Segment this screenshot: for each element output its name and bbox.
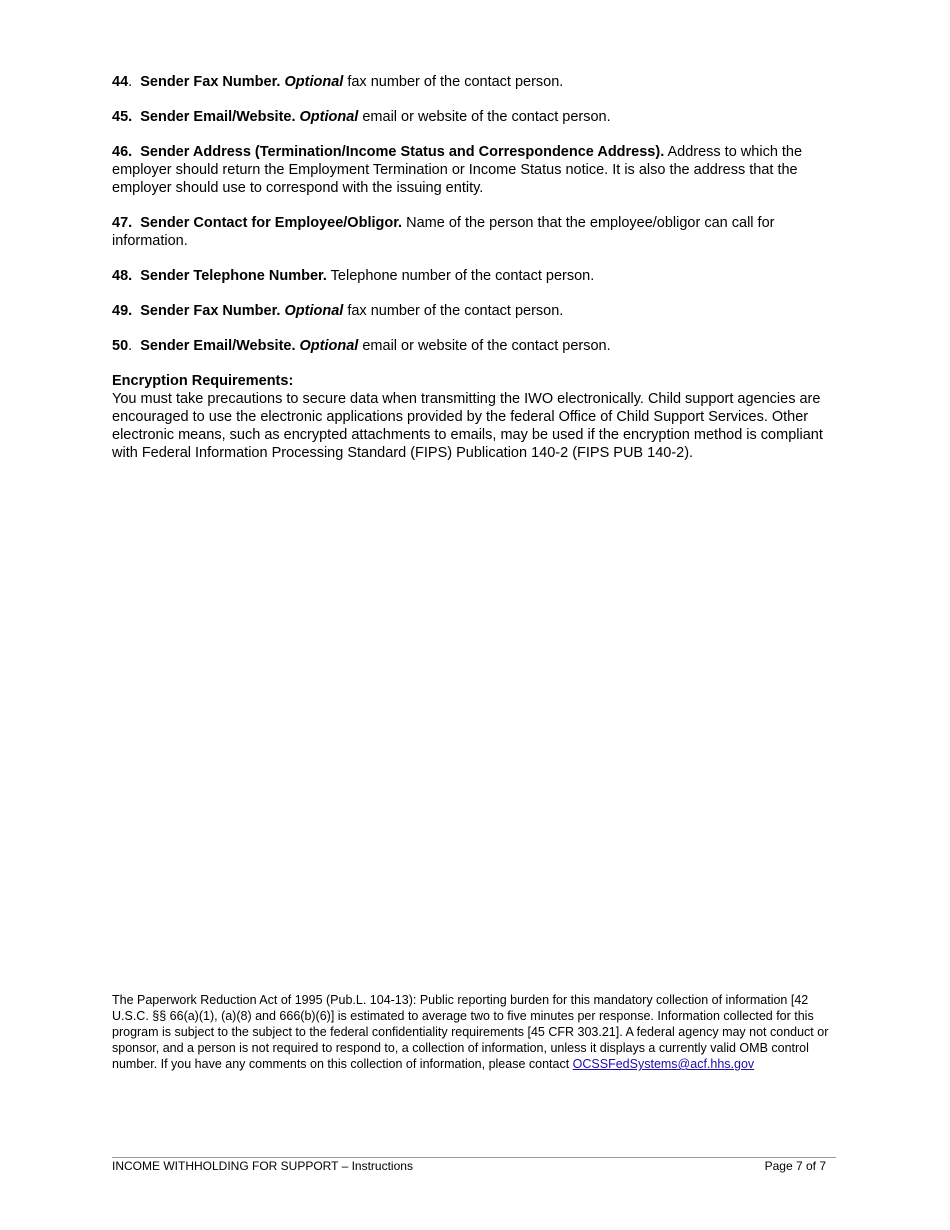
item-title: Sender Fax Number. (140, 74, 281, 90)
paperwork-reduction-notice (112, 992, 834, 1072)
item-50 (112, 337, 834, 355)
item-optional-label: Optional (284, 74, 344, 90)
item-optional-label: Optional (284, 303, 344, 319)
item-number: 46. (112, 144, 133, 160)
item-title: Sender Fax Number. (140, 303, 281, 319)
item-description: fax number of the contact person. (343, 74, 564, 90)
item-title: Sender Address (Termination/Income Status and Correspondence Address). (140, 144, 665, 160)
item-title: Sender Email/Website. (140, 338, 296, 354)
item-description: fax number of the contact person. (343, 303, 564, 319)
paperwork-text: The Paperwork Reduction Act of 1995 (Pub.L. 104-13): Public reporting burden for this mandatory collection of information [42 U.S.C. §§ 66(a)(1), (a)(8) and 666(b)(6)] is estimated to average two to five minutes per response. Information collected for this program is subject to the subject to the federal confidentiality requirements [45 CFR 303.21]. A federal agency may not conduct or sponsor, and a person is not required to respond to, a collection of information, unless it displays a currently valid OMB control number. If you have any comments on this collection of information, please contact (112, 993, 829, 1071)
footer-page-number: Page 7 of 7 (764, 1159, 826, 1173)
item-description: email or website of the contact person. (358, 109, 611, 125)
item-optional-label: Optional (299, 338, 359, 354)
item-optional-label: Optional (299, 109, 359, 125)
encryption-text: You must take precautions to secure data when transmitting the IWO electronically. Child support agencies are encouraged to use the electronic applications provided by the federal Office of Child Support Services. Other electronic means, such as encrypted attachments to emails, may be used if the encryption method is compliant with Federal Information Processing Standard (FIPS) Publication 140-2 (FIPS PUB 140-2). (112, 391, 823, 461)
item-number: 48. (112, 268, 133, 284)
footer-divider (112, 1157, 836, 1158)
item-number: 47. (112, 215, 133, 231)
item-number-separator: . (128, 338, 133, 354)
item-number: 44 (112, 74, 129, 90)
contact-email-link[interactable]: OCSSFedSystems@acf.hhs.gov (572, 1057, 755, 1071)
item-title: Sender Telephone Number. (140, 268, 327, 284)
item-48 (112, 267, 834, 285)
instructions-content (112, 73, 834, 479)
item-title: Sender Email/Website. (140, 109, 296, 125)
item-49 (112, 302, 834, 320)
item-title: Sender Contact for Employee/Obligor. (140, 215, 403, 231)
item-44 (112, 73, 834, 91)
encryption-heading: Encryption Requirements: (112, 373, 294, 389)
item-number: 49. (112, 303, 133, 319)
item-description: Address to which the employer should return the Employment Termination or Income Status notice. It is also the address that the employer should use to correspond with the issuing entity. (112, 144, 803, 196)
item-number-separator: . (128, 74, 133, 90)
item-47 (112, 214, 834, 250)
footer-document-title: INCOME WITHHOLDING FOR SUPPORT – Instructions (112, 1159, 413, 1173)
item-number: 45. (112, 109, 133, 125)
item-description: Name of the person that the employee/obligor can call for information. (112, 215, 775, 249)
item-46 (112, 143, 834, 197)
encryption-section (112, 372, 834, 462)
item-45 (112, 108, 834, 126)
item-description: email or website of the contact person. (358, 338, 611, 354)
item-number: 50 (112, 338, 129, 354)
item-description: Telephone number of the contact person. (326, 268, 595, 284)
